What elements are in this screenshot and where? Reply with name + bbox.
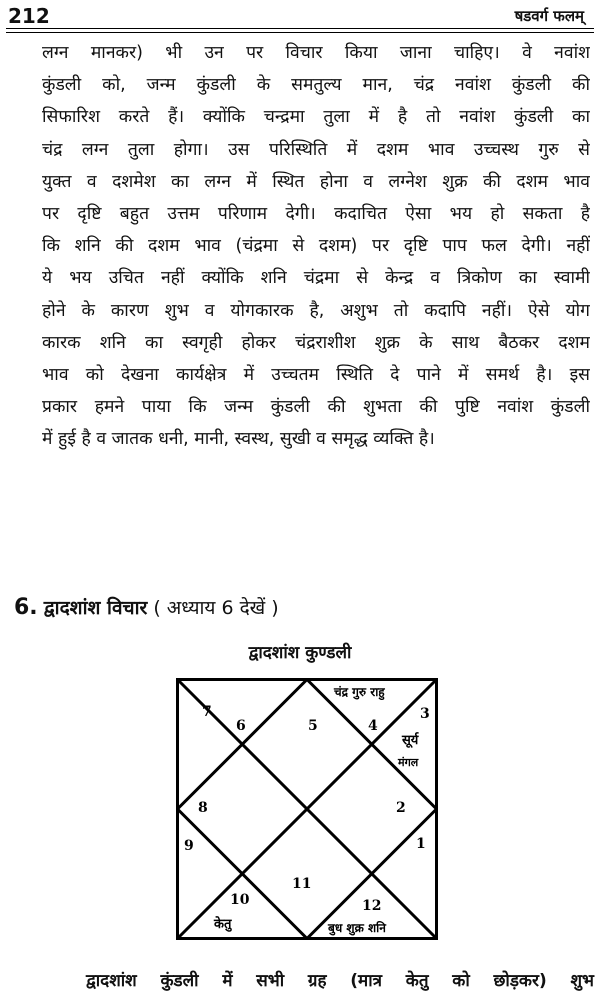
text-line: चंद्र लग्न तुला होगा। उस परिस्थिति में दशम भाव उच्चस्थ गुरु से xyxy=(42,139,590,160)
text-line: में हुई है व जातक धनी, मानी, स्वस्थ, सुखी व समृद्ध व्यक्ति है। xyxy=(42,429,435,450)
header-rule xyxy=(6,28,594,29)
house-number: 12 xyxy=(362,898,382,914)
house-number: 11 xyxy=(292,876,312,892)
planet-label: मंगल xyxy=(398,756,419,769)
bottom-text-line: द्वादशांश कुंडली में सभी ग्रह (मात्र केतु को छोड़कर) शुभ xyxy=(86,971,594,991)
house-number: 6 xyxy=(236,718,246,734)
text-line: सिफारिश करते हैं। क्योंकि चन्द्रमा तुला में है तो नवांश कुंडली का xyxy=(42,107,590,128)
house-number: 2 xyxy=(396,800,406,816)
planet-label: सूर्य xyxy=(402,733,419,748)
page-number: 212 xyxy=(8,4,50,28)
header-rule xyxy=(6,32,594,33)
text-line: लग्न मानकर) भी उन पर विचार किया जाना चाहिए। वे नवांश xyxy=(42,43,590,63)
dwadashamsha-chart xyxy=(176,678,438,940)
planet-label: केतु xyxy=(214,917,232,932)
house-number: 5 xyxy=(308,718,318,734)
house-number: 4 xyxy=(368,718,378,734)
text-line: युक्त व दशमेश का लग्न में स्थित होना व लग्नेश शुक्र की दशम भाव xyxy=(42,171,590,192)
house-number: 7 xyxy=(202,704,212,720)
text-line: कारक शनि का स्वगृही होकर चंद्रराशीश शुक्र के साथ बैठकर दशम xyxy=(42,332,590,353)
house-number: 8 xyxy=(198,800,208,816)
section-title: द्वादशांश विचार xyxy=(43,597,148,619)
text-line: कुंडली को, जन्म कुंडली के समतुल्य मान, चंद्र नवांश कुंडली की xyxy=(42,75,590,96)
text-line: कि शनि की दशम भाव (चंद्रमा से दशम) पर दृष्टि पाप फल देगी। नहीं xyxy=(42,236,590,257)
planet-label: चंद्र गुरु राहु xyxy=(334,685,385,699)
planet-label: बुध शुक्र शनि xyxy=(328,921,386,935)
text-line: प्रकार हमने पाया कि जन्म कुंडली की शुभता की पुष्टि नवांश कुंडली xyxy=(42,397,590,418)
section-note: ( अध्याय 6 देखें ) xyxy=(153,597,279,619)
house-number: 9 xyxy=(184,838,194,854)
body-paragraph xyxy=(42,40,590,458)
text-line: होने के कारण शुभ व योगकारक है, अशुभ तो कदापि नहीं। ऐसे योग xyxy=(42,300,590,321)
text-line: पर दृष्टि बहुत उत्तम परिणाम देगी। कदाचित ऐसा भय हो सकता है xyxy=(42,203,590,224)
section-heading xyxy=(14,594,279,620)
house-number: 1 xyxy=(416,836,426,852)
section-number: 6. xyxy=(14,595,38,620)
text-line: ये भय उचित नहीं क्योंकि शनि चंद्रमा से केन्द्र व त्रिकोण का स्वामी xyxy=(42,268,590,289)
house-number: 10 xyxy=(230,892,250,908)
chart-title: द्वादशांश कुण्डली xyxy=(248,643,352,663)
text-line: भाव को देखना कार्यक्षेत्र में उच्चतम स्थिति दे पाने में समर्थ है। इस xyxy=(42,364,590,385)
running-title: षडवर्ग फलम् xyxy=(514,7,584,25)
house-number: 3 xyxy=(420,706,430,722)
